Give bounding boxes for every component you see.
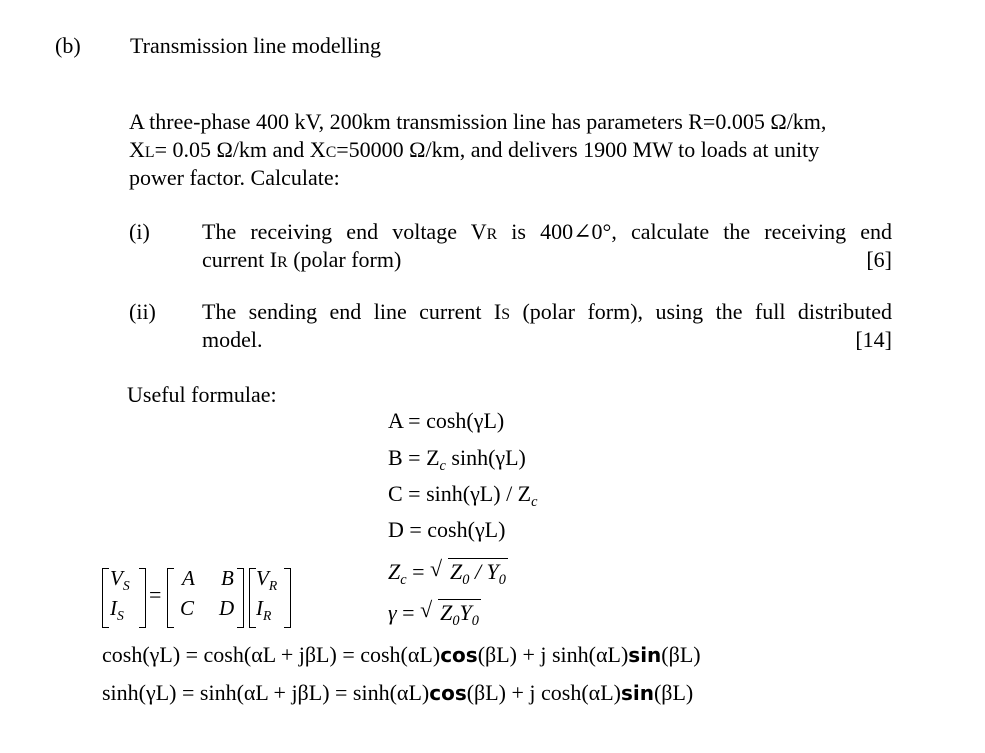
bracket-left [167, 568, 174, 628]
bracket-right [284, 568, 291, 628]
bracket-left [249, 568, 256, 628]
formula-zc: $Z_c$ = √ $Z_0 / Y_0$ [388, 556, 506, 588]
formula-gamma: γ = √ $Z_0Y_0$ [388, 597, 479, 629]
question-1-label: (i) [129, 219, 150, 244]
formula-b: $B = Z_c$ sinh(γL) [388, 445, 526, 474]
matrix-b: B [221, 566, 234, 590]
intro-line-3: power factor. Calculate: [129, 165, 340, 190]
question-2-marks: [14] [855, 327, 892, 352]
section-title: Transmission line modelling [130, 33, 381, 58]
matrix-is: $I_S$ [110, 596, 124, 623]
bracket-left [102, 568, 109, 628]
question-2-line-1: The sending end line current IS (polar form), using the full distributed [202, 299, 892, 324]
section-label: (b) [55, 33, 81, 58]
formula-cosh-expansion: cosh(γL) = cosh(αL + jβL) = cosh(αL)cos(βL) + j sinh(αL)sin(βL) [102, 642, 701, 667]
bracket-right [237, 568, 244, 628]
matrix-ir: $I_R$ [256, 596, 272, 623]
formula-c: $C = \sinh(\gamma L) / Z_c$ [388, 481, 538, 510]
question-2-line-2: model. [202, 327, 263, 352]
question-2-label: (ii) [129, 299, 156, 324]
matrix-vs: $V_S$ [110, 566, 130, 593]
intro-line-1: A three-phase 400 kV, 200km transmission line has parameters R=0.005 Ω/km, [129, 109, 827, 134]
bracket-right [139, 568, 146, 628]
question-1-line-2: current IR (polar form) [202, 247, 402, 272]
formula-a: A = cosh(γL) [388, 408, 505, 433]
matrix-a: A [182, 566, 195, 590]
question-1-marks: [6] [866, 247, 892, 272]
matrix-c: C [180, 596, 195, 620]
formula-sinh-expansion: sinh(γL) = sinh(αL + jβL) = sinh(αL)cos(βL) + j cosh(αL)sin(βL) [102, 680, 694, 705]
matrix-vr: $V_R$ [256, 566, 278, 593]
intro-line-2: XL= 0.05 Ω/km and XC=50000 Ω/km, and delivers 1900 MW to loads at unity [129, 137, 820, 162]
formula-d: D = cosh(γL) [388, 517, 506, 542]
matrix-equals: = [149, 582, 162, 607]
formulae-heading: Useful formulae: [127, 382, 277, 407]
question-1-line-1: The receiving end voltage VR is 400∠0°, calculate the receiving end [202, 219, 892, 244]
matrix-d: D [219, 596, 235, 620]
